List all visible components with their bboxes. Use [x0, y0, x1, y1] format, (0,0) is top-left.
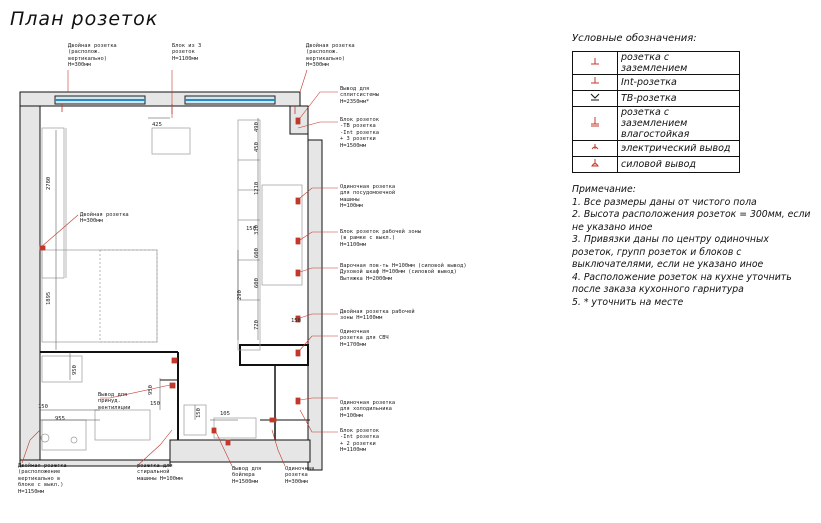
outlet-marks	[40, 104, 300, 445]
legend-row	[573, 141, 740, 157]
socket-tv-icon	[588, 92, 602, 102]
note-double-socket-bed: Двойная розетка Н=300мм	[80, 212, 129, 225]
legend-row	[573, 157, 740, 173]
legend-row	[573, 107, 740, 141]
dim-150d: 150	[291, 318, 301, 324]
socket-waterproof-icon	[588, 116, 602, 128]
dim-150c: 150	[196, 408, 202, 418]
note-microwave: Одиночная розетка для СВЧ Н=1700мм	[340, 329, 389, 348]
dim-1895: 1895	[46, 291, 52, 305]
socket-ground-icon	[588, 57, 602, 67]
note-double-worktop: Двойная розетка рабочей зоны Н=1100мм	[340, 309, 415, 322]
electric-outlet-icon	[588, 142, 602, 152]
legend-row	[573, 91, 740, 107]
dim-150e: 150	[246, 226, 256, 232]
note-tv-block: Блок розеток -ТВ розетка -Int розетка + 3 розетки Н=1500мм	[340, 117, 379, 149]
dim-290: 290	[237, 290, 243, 300]
dim-105: 105	[220, 411, 230, 417]
remark-item: 1. Все размеры даны от чистого пола	[572, 196, 757, 208]
dim-490: 490	[254, 122, 260, 132]
dim-2780: 2780	[46, 176, 52, 190]
dim-1210: 1210	[254, 181, 260, 195]
remark-item: 5. * уточнить на месте	[572, 296, 684, 308]
dim-600b: 600	[254, 278, 260, 288]
note-double-socket-switch: Двойная розетка (расположение вертикально в блоке с выкл.) Н=1150мм	[18, 463, 67, 495]
note-dishwasher: Одиночная розетка для посудомоечной машины Н=100мм	[340, 184, 396, 210]
legend-label: электрический вывод	[618, 141, 740, 157]
dim-150b: 150	[150, 401, 160, 407]
power-outlet-icon	[588, 158, 602, 168]
dim-450: 450	[254, 142, 260, 152]
note-boiler: Вывод для бойлера Н=1500мм	[232, 466, 262, 485]
note-split-system: Вывод для сплитсистемы Н=2350мм*	[340, 86, 379, 105]
note-int-block: Блок розеток -Int розетка + 2 розетки Н=1100мм	[340, 428, 379, 454]
remark-item: 3. Привязки даны по центру одиночных розеток, групп розеток и блоков с выключателями, если не указано иное	[572, 234, 769, 270]
dimension-numbers	[38, 122, 301, 422]
walls	[20, 92, 322, 470]
socket-int-icon	[588, 76, 602, 86]
note-ventilation: Вывод для принуд. вентиляции	[98, 392, 131, 411]
remark-item: 2. Высота расположения розеток = 300мм, если не указано иное	[572, 209, 811, 233]
note-hob-oven-hood: Варочная пов-ть Н=100мм (силовой вывод) Духовой шкаф Н=100мм (силовой вывод) Вытяжка Н=2000мм	[340, 263, 467, 282]
dim-720: 720	[254, 320, 260, 330]
dim-955: 955	[55, 416, 65, 422]
dim-310: 310	[254, 225, 260, 235]
legend-label: розетка с заземлением влагостойкая	[618, 107, 740, 141]
dim-150a: 150	[38, 404, 48, 410]
note-washing-machine: розетка для стиральной машины Н=100мм	[137, 463, 183, 482]
note-fridge: Одиночная розетка для холодильника Н=100мм	[340, 400, 396, 419]
dim-425: 425	[152, 122, 162, 128]
dim-600a: 600	[254, 248, 260, 258]
note-double-socket-window-right: Двойная розетка (располож. вертикально) Н=300мм	[306, 43, 355, 69]
legend-label: Int-розетка	[618, 75, 740, 91]
legend-row	[573, 75, 740, 91]
legend-row	[573, 52, 740, 75]
remark-item: 4. Расположение розеток на кухне уточнить после заказа кухонного гарнитура	[572, 271, 792, 295]
dim-950a: 950	[72, 365, 78, 375]
note-three-socket-block: Блок из 3 розеток Н=1100мм	[172, 43, 202, 62]
page-title: План розеток	[10, 8, 159, 30]
legend-title: Условные обозначения:	[572, 33, 697, 44]
legend-label: силовой вывод	[618, 157, 740, 173]
dim-950b: 950	[148, 385, 154, 395]
note-worktop-block: Блок розеток рабочей зоны (в рамке с выкл.) Н=1100мм	[340, 229, 422, 248]
furniture	[41, 120, 302, 450]
note-single-socket: Одиночная розетка Н=300мм	[285, 466, 315, 485]
remarks-heading: Примечание:	[572, 184, 636, 195]
legend-label: ТВ-розетка	[618, 91, 740, 107]
note-double-socket-window-left: Двойная розетка (располож. вертикально) Н=300мм	[68, 43, 117, 69]
remarks	[572, 184, 812, 309]
legend-table	[572, 51, 740, 173]
legend-label: розетка с заземлением	[618, 52, 740, 75]
